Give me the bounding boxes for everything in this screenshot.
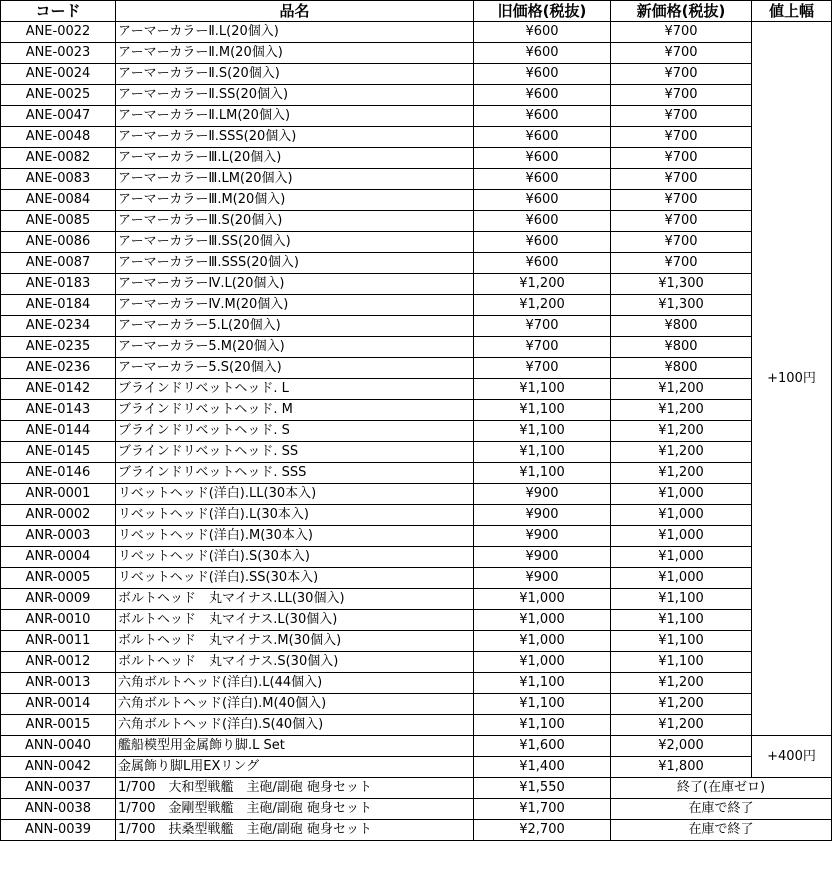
cell-new-price: ¥1,300: [611, 295, 752, 316]
table-row: [1, 190, 832, 211]
cell-product-name: 六角ボルトヘッド(洋白).M(40個入): [116, 694, 474, 715]
table-row: [1, 106, 832, 127]
cell-new-price: ¥700: [611, 148, 752, 169]
cell-code: ANE-0146: [1, 463, 116, 484]
table-row: [1, 526, 832, 547]
table-row: [1, 799, 832, 820]
cell-code: ANR-0001: [1, 484, 116, 505]
cell-product-name: アーマーカラーⅣ.L(20個入): [116, 274, 474, 295]
cell-code: ANN-0039: [1, 820, 116, 841]
cell-product-name: アーマーカラーⅡ.SS(20個入): [116, 85, 474, 106]
cell-code: ANR-0003: [1, 526, 116, 547]
cell-old-price: ¥900: [474, 526, 611, 547]
table-row: [1, 631, 832, 652]
cell-old-price: ¥2,700: [474, 820, 611, 841]
cell-product-name: アーマーカラーⅡ.SSS(20個入): [116, 127, 474, 148]
cell-code: ANE-0145: [1, 442, 116, 463]
cell-old-price: ¥1,000: [474, 589, 611, 610]
cell-new-price: ¥1,200: [611, 400, 752, 421]
cell-code: ANE-0024: [1, 64, 116, 85]
cell-product-name: 六角ボルトヘッド(洋白).S(40個入): [116, 715, 474, 736]
table-row: [1, 652, 832, 673]
cell-product-name: 1/700 金剛型戦艦 主砲/副砲 砲身セット: [116, 799, 474, 820]
cell-new-price: ¥1,000: [611, 526, 752, 547]
cell-new-price: ¥700: [611, 43, 752, 64]
cell-new-price: ¥1,100: [611, 631, 752, 652]
cell-old-price: ¥1,550: [474, 778, 611, 799]
cell-product-name: リベットヘッド(洋白).L(30本入): [116, 505, 474, 526]
table-row: [1, 589, 832, 610]
cell-code: ANE-0234: [1, 316, 116, 337]
cell-old-price: ¥1,100: [474, 421, 611, 442]
cell-old-price: ¥600: [474, 106, 611, 127]
cell-code: ANR-0011: [1, 631, 116, 652]
cell-product-name: アーマーカラーⅡ.M(20個入): [116, 43, 474, 64]
cell-new-price: ¥800: [611, 316, 752, 337]
cell-old-price: ¥700: [474, 337, 611, 358]
cell-product-name: アーマーカラーⅢ.L(20個入): [116, 148, 474, 169]
cell-old-price: ¥1,100: [474, 673, 611, 694]
cell-new-price: ¥1,200: [611, 442, 752, 463]
cell-new-price: ¥1,200: [611, 715, 752, 736]
cell-new-price: ¥700: [611, 22, 752, 43]
cell-code: ANR-0009: [1, 589, 116, 610]
table-row: [1, 232, 832, 253]
cell-product-name: アーマーカラーⅢ.M(20個入): [116, 190, 474, 211]
table-row: [1, 505, 832, 526]
cell-new-price: ¥700: [611, 64, 752, 85]
header-product-name: 品名: [116, 1, 474, 22]
table-row: [1, 169, 832, 190]
cell-product-name: ボルトヘッド 丸マイナス.L(30個入): [116, 610, 474, 631]
table-row: [1, 337, 832, 358]
table-row: [1, 547, 832, 568]
table-body: [1, 22, 832, 841]
cell-product-name: ブラインドリベットヘッド. SSS: [116, 463, 474, 484]
table-row: [1, 673, 832, 694]
cell-old-price: ¥1,000: [474, 631, 611, 652]
cell-product-name: リベットヘッド(洋白).S(30本入): [116, 547, 474, 568]
table-row: [1, 736, 832, 757]
table-row: [1, 694, 832, 715]
cell-product-name: アーマーカラーⅢ.SSS(20個入): [116, 253, 474, 274]
cell-old-price: ¥900: [474, 547, 611, 568]
cell-old-price: ¥1,000: [474, 652, 611, 673]
cell-product-name: ボルトヘッド 丸マイナス.LL(30個入): [116, 589, 474, 610]
cell-product-name: ブラインドリベットヘッド. SS: [116, 442, 474, 463]
cell-new-price: ¥700: [611, 127, 752, 148]
cell-new-price: ¥1,200: [611, 694, 752, 715]
header-new-price: 新価格(税抜): [611, 1, 752, 22]
cell-status-note: 終了(在庫ゼロ): [611, 778, 832, 799]
cell-product-name: アーマーカラーⅢ.SS(20個入): [116, 232, 474, 253]
cell-old-price: ¥700: [474, 358, 611, 379]
cell-code: ANE-0047: [1, 106, 116, 127]
cell-code: ANE-0183: [1, 274, 116, 295]
cell-new-price: ¥700: [611, 211, 752, 232]
cell-code: ANE-0087: [1, 253, 116, 274]
cell-new-price: ¥1,100: [611, 589, 752, 610]
table-row: [1, 127, 832, 148]
cell-old-price: ¥600: [474, 190, 611, 211]
cell-code: ANR-0002: [1, 505, 116, 526]
cell-product-name: ボルトヘッド 丸マイナス.M(30個入): [116, 631, 474, 652]
table-row: [1, 610, 832, 631]
table-row: [1, 358, 832, 379]
cell-product-name: 1/700 大和型戦艦 主砲/副砲 砲身セット: [116, 778, 474, 799]
table-row: [1, 295, 832, 316]
cell-new-price: ¥800: [611, 337, 752, 358]
cell-new-price: ¥1,000: [611, 547, 752, 568]
cell-status-note: 在庫で終了: [611, 799, 832, 820]
cell-code: ANR-0010: [1, 610, 116, 631]
cell-code: ANE-0085: [1, 211, 116, 232]
cell-product-name: アーマーカラーⅡ.S(20個入): [116, 64, 474, 85]
table-row: [1, 85, 832, 106]
cell-old-price: ¥600: [474, 169, 611, 190]
cell-code: ANR-0014: [1, 694, 116, 715]
cell-old-price: ¥600: [474, 232, 611, 253]
cell-product-name: リベットヘッド(洋白).SS(30本入): [116, 568, 474, 589]
table-row: [1, 400, 832, 421]
cell-new-price: ¥1,100: [611, 610, 752, 631]
cell-code: ANE-0022: [1, 22, 116, 43]
header-increase: 値上幅: [752, 1, 832, 22]
cell-new-price: ¥700: [611, 232, 752, 253]
table-row: [1, 211, 832, 232]
cell-increase-amount: +400円: [752, 736, 832, 778]
cell-code: ANE-0025: [1, 85, 116, 106]
table-row: [1, 757, 832, 778]
cell-old-price: ¥900: [474, 484, 611, 505]
cell-old-price: ¥600: [474, 211, 611, 232]
table-row: [1, 484, 832, 505]
cell-old-price: ¥1,100: [474, 442, 611, 463]
cell-code: ANR-0012: [1, 652, 116, 673]
cell-increase-amount: +100円: [752, 22, 832, 736]
table-row: [1, 715, 832, 736]
cell-new-price: ¥1,300: [611, 274, 752, 295]
cell-product-name: 金属飾り脚L用EXリング: [116, 757, 474, 778]
cell-code: ANR-0013: [1, 673, 116, 694]
cell-old-price: ¥1,700: [474, 799, 611, 820]
cell-new-price: ¥1,000: [611, 484, 752, 505]
cell-old-price: ¥600: [474, 64, 611, 85]
cell-new-price: ¥700: [611, 106, 752, 127]
cell-new-price: ¥700: [611, 190, 752, 211]
cell-old-price: ¥1,100: [474, 694, 611, 715]
table-row: [1, 820, 832, 841]
cell-product-name: リベットヘッド(洋白).LL(30本入): [116, 484, 474, 505]
table-row: [1, 43, 832, 64]
cell-new-price: ¥800: [611, 358, 752, 379]
cell-code: ANN-0037: [1, 778, 116, 799]
cell-old-price: ¥1,100: [474, 400, 611, 421]
table-row: [1, 274, 832, 295]
cell-new-price: ¥700: [611, 85, 752, 106]
cell-old-price: ¥1,200: [474, 295, 611, 316]
cell-old-price: ¥600: [474, 127, 611, 148]
cell-code: ANR-0015: [1, 715, 116, 736]
cell-product-name: 艦船模型用金属飾り脚.L Set: [116, 736, 474, 757]
cell-code: ANE-0023: [1, 43, 116, 64]
cell-code: ANN-0040: [1, 736, 116, 757]
cell-code: ANE-0084: [1, 190, 116, 211]
cell-new-price: ¥1,200: [611, 421, 752, 442]
cell-code: ANE-0144: [1, 421, 116, 442]
cell-old-price: ¥1,600: [474, 736, 611, 757]
cell-new-price: ¥1,000: [611, 568, 752, 589]
cell-product-name: 1/700 扶桑型戦艦 主砲/副砲 砲身セット: [116, 820, 474, 841]
cell-code: ANE-0142: [1, 379, 116, 400]
cell-product-name: アーマーカラーⅡ.LM(20個入): [116, 106, 474, 127]
cell-old-price: ¥600: [474, 22, 611, 43]
cell-old-price: ¥1,400: [474, 757, 611, 778]
header-row: [1, 1, 832, 22]
table-row: [1, 379, 832, 400]
cell-product-name: アーマーカラー5.L(20個入): [116, 316, 474, 337]
cell-old-price: ¥600: [474, 85, 611, 106]
cell-code: ANE-0086: [1, 232, 116, 253]
cell-old-price: ¥700: [474, 316, 611, 337]
cell-old-price: ¥1,000: [474, 610, 611, 631]
cell-code: ANR-0005: [1, 568, 116, 589]
cell-old-price: ¥1,200: [474, 274, 611, 295]
cell-code: ANN-0042: [1, 757, 116, 778]
cell-new-price: ¥2,000: [611, 736, 752, 757]
cell-product-name: アーマーカラーⅣ.M(20個入): [116, 295, 474, 316]
cell-old-price: ¥600: [474, 148, 611, 169]
cell-product-name: アーマーカラーⅢ.LM(20個入): [116, 169, 474, 190]
cell-code: ANE-0048: [1, 127, 116, 148]
cell-code: ANE-0143: [1, 400, 116, 421]
cell-old-price: ¥1,100: [474, 463, 611, 484]
cell-new-price: ¥700: [611, 253, 752, 274]
cell-code: ANE-0083: [1, 169, 116, 190]
cell-code: ANN-0038: [1, 799, 116, 820]
header-code: コード: [1, 1, 116, 22]
cell-product-name: ブラインドリベットヘッド. L: [116, 379, 474, 400]
cell-code: ANE-0235: [1, 337, 116, 358]
cell-old-price: ¥600: [474, 43, 611, 64]
table-row: [1, 316, 832, 337]
table-row: [1, 148, 832, 169]
cell-status-note: 在庫で終了: [611, 820, 832, 841]
cell-product-name: ボルトヘッド 丸マイナス.S(30個入): [116, 652, 474, 673]
cell-product-name: ブラインドリベットヘッド. S: [116, 421, 474, 442]
cell-code: ANE-0082: [1, 148, 116, 169]
cell-old-price: ¥1,100: [474, 379, 611, 400]
header-old-price: 旧価格(税抜): [474, 1, 611, 22]
table-row: [1, 463, 832, 484]
cell-old-price: ¥1,100: [474, 715, 611, 736]
cell-product-name: 六角ボルトヘッド(洋白).L(44個入): [116, 673, 474, 694]
cell-code: ANE-0236: [1, 358, 116, 379]
cell-product-name: アーマーカラー5.M(20個入): [116, 337, 474, 358]
cell-product-name: アーマーカラー5.S(20個入): [116, 358, 474, 379]
cell-new-price: ¥700: [611, 169, 752, 190]
table-row: [1, 568, 832, 589]
cell-product-name: ブラインドリベットヘッド. M: [116, 400, 474, 421]
table-row: [1, 421, 832, 442]
cell-product-name: アーマーカラーⅢ.S(20個入): [116, 211, 474, 232]
table-row: [1, 778, 832, 799]
cell-old-price: ¥600: [474, 253, 611, 274]
cell-new-price: ¥1,100: [611, 652, 752, 673]
cell-new-price: ¥1,200: [611, 379, 752, 400]
cell-code: ANE-0184: [1, 295, 116, 316]
cell-new-price: ¥1,000: [611, 505, 752, 526]
table-row: [1, 253, 832, 274]
cell-new-price: ¥1,200: [611, 463, 752, 484]
table-row: [1, 64, 832, 85]
table-row: [1, 442, 832, 463]
cell-old-price: ¥900: [474, 505, 611, 526]
cell-new-price: ¥1,800: [611, 757, 752, 778]
cell-product-name: アーマーカラーⅡ.L(20個入): [116, 22, 474, 43]
cell-new-price: ¥1,200: [611, 673, 752, 694]
cell-code: ANR-0004: [1, 547, 116, 568]
cell-product-name: リベットヘッド(洋白).M(30本入): [116, 526, 474, 547]
table-row: [1, 22, 832, 43]
cell-old-price: ¥900: [474, 568, 611, 589]
